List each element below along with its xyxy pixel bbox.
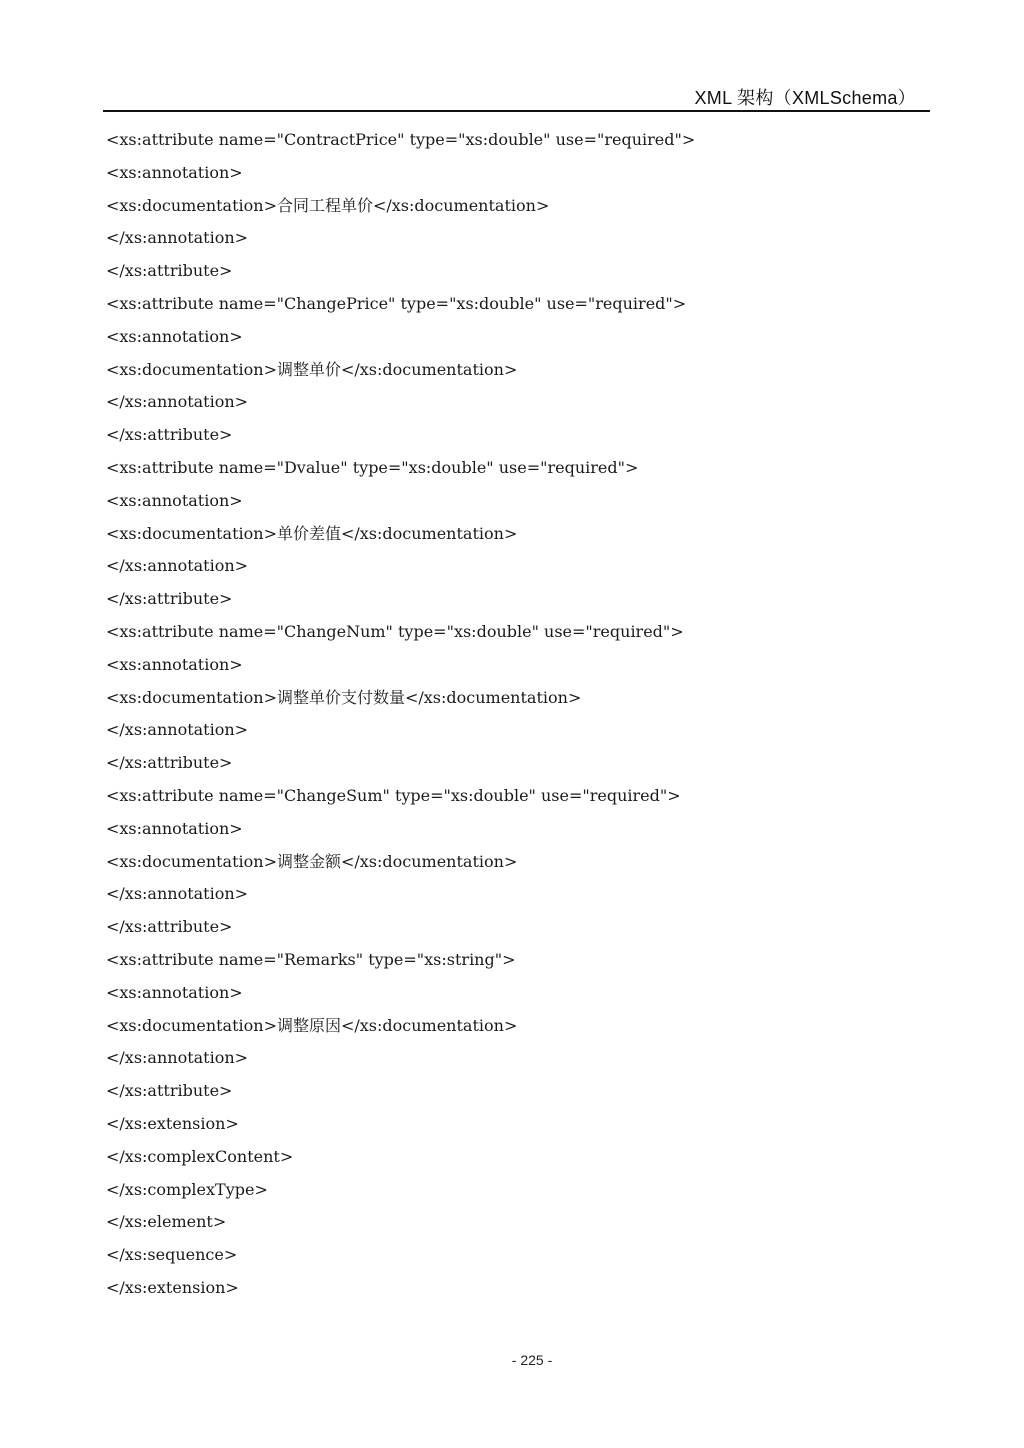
code-line: <xs:attribute name="ChangeNum" type="xs:double" use="required">: [106, 621, 684, 641]
code-line: </xs:complexType>: [106, 1179, 268, 1199]
page-header-title: XML 架构（XMLSchema）: [694, 88, 916, 108]
code-line: </xs:attribute>: [106, 753, 233, 773]
code-line: <xs:annotation>: [106, 162, 243, 182]
code-line: </xs:element>: [106, 1212, 227, 1232]
code-line: <xs:documentation>调整单价支付数量</xs:documentation>: [106, 687, 582, 707]
code-line: <xs:attribute name="ChangeSum" type="xs:double" use="required">: [106, 785, 681, 805]
code-line: <xs:attribute name="Remarks" type="xs:string">: [106, 949, 516, 969]
code-line: </xs:attribute>: [106, 261, 233, 281]
code-line: <xs:documentation>合同工程单价</xs:documentation>: [106, 195, 550, 215]
code-line: <xs:documentation>调整单价</xs:documentation>: [106, 359, 518, 379]
code-line: </xs:extension>: [106, 1277, 239, 1297]
code-line: </xs:attribute>: [106, 1081, 233, 1101]
code-line: <xs:documentation>单价差值</xs:documentation>: [106, 523, 518, 543]
code-line: <xs:annotation>: [106, 982, 243, 1002]
code-line: </xs:complexContent>: [106, 1146, 294, 1166]
code-line: </xs:annotation>: [106, 1048, 249, 1068]
code-line: <xs:annotation>: [106, 818, 243, 838]
code-line: <xs:attribute name="ChangePrice" type="xs:double" use="required">: [106, 293, 687, 313]
code-line: <xs:documentation>调整金额</xs:documentation>: [106, 851, 518, 871]
code-line: </xs:annotation>: [106, 720, 249, 740]
code-line: <xs:annotation>: [106, 490, 243, 510]
code-line: </xs:sequence>: [106, 1245, 238, 1265]
code-line: </xs:annotation>: [106, 556, 249, 576]
code-line: <xs:annotation>: [106, 326, 243, 346]
code-line: </xs:attribute>: [106, 589, 233, 609]
code-line: </xs:extension>: [106, 1113, 239, 1133]
xml-code-block: [106, 124, 695, 1305]
code-line: <xs:annotation>: [106, 654, 243, 674]
code-line: </xs:annotation>: [106, 392, 249, 412]
code-line: </xs:annotation>: [106, 884, 249, 904]
header-divider: [103, 110, 930, 112]
code-line: <xs:attribute name="Dvalue" type="xs:double" use="required">: [106, 457, 639, 477]
code-line: </xs:attribute>: [106, 425, 233, 445]
code-line: </xs:annotation>: [106, 228, 249, 248]
code-line: <xs:attribute name="ContractPrice" type="xs:double" use="required">: [106, 130, 696, 149]
code-line: <xs:documentation>调整原因</xs:documentation>: [106, 1015, 518, 1035]
page-number: - 225 -: [511, 1352, 553, 1368]
code-line: </xs:attribute>: [106, 917, 233, 937]
